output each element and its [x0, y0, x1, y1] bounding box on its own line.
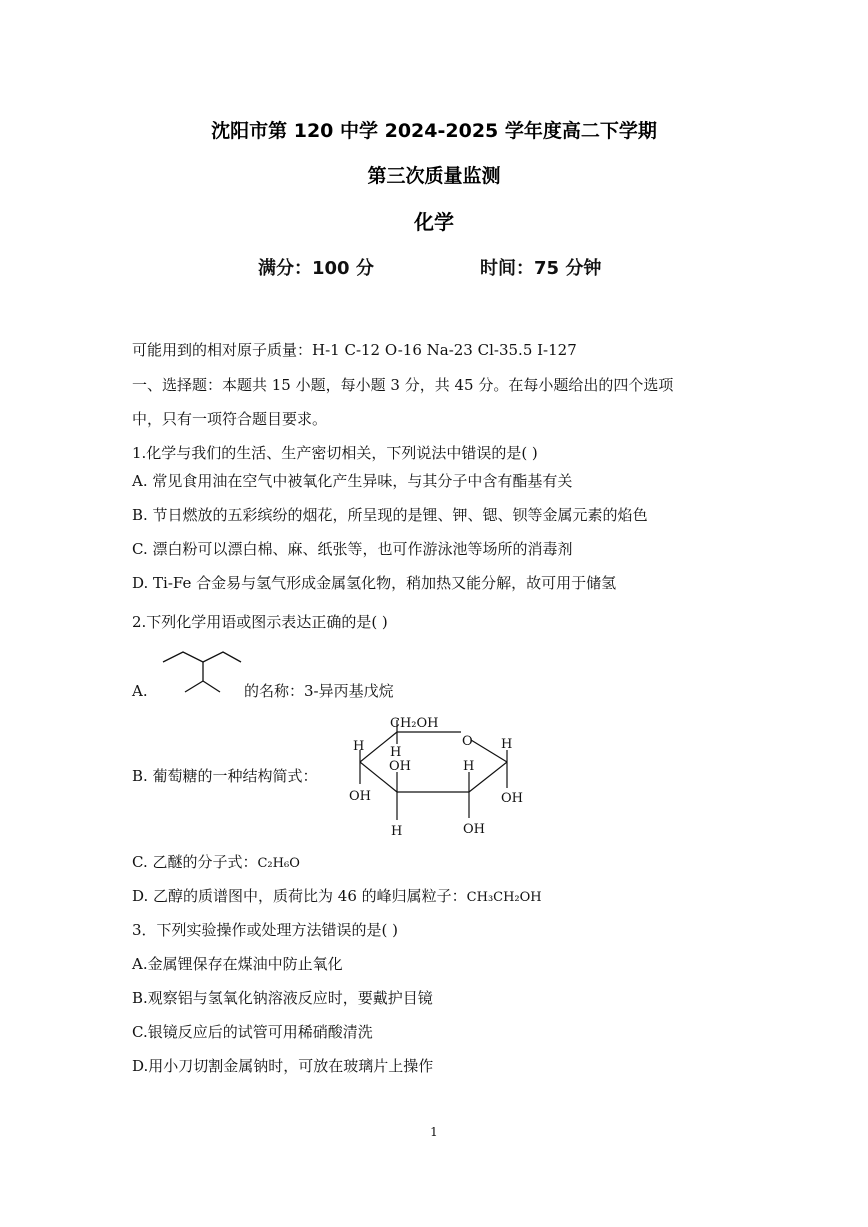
c3-h-label: H: [391, 824, 403, 839]
c2-oh-label: OH: [463, 822, 485, 837]
c4-oh-label: OH: [349, 789, 371, 804]
question-2-option-d: [132, 886, 542, 908]
c1-oh-label: OH: [501, 791, 523, 806]
option-c-text: C. 乙醚的分子式：: [132, 853, 258, 871]
atomic-masses: 可能用到的相对原子质量：H-1 C-12 O-16 Na-23 Cl-35.5 I-127: [132, 341, 577, 359]
question-1-stem: 1.化学与我们的生活、生产密切相关，下列说法中错误的是( ): [132, 444, 538, 462]
section-instructions-1: 一、选择题：本题共 15 小题，每小题 3 分，共 45 分。在每小题给出的四个选项: [132, 376, 674, 394]
c3-oh-label: OH: [389, 759, 411, 774]
question-3-option-a: A.金属锂保存在煤油中防止氧化: [132, 955, 343, 973]
question-3-option-c: C.银镜反应后的试管可用稀硝酸清洗: [132, 1023, 373, 1041]
question-2-option-a-label: A.: [132, 682, 148, 700]
page-number: 1: [430, 1125, 438, 1139]
question-1-option-c: C. 漂白粉可以漂白棉、麻、纸张等，也可作游泳池等场所的消毒剂: [132, 540, 573, 558]
ethanol-formula: CH₃CH₂OH: [466, 890, 542, 905]
subject-title: 化学: [414, 210, 454, 234]
question-3-option-d: D.用小刀切割金属钠时，可放在玻璃片上操作: [132, 1057, 434, 1075]
question-3-option-b: B.观察铝与氢氧化钠溶液反应时，要戴护目镜: [132, 989, 433, 1007]
option-d-text: D. 乙醇的质谱图中，质荷比为 46 的峰归属粒子：: [132, 887, 467, 905]
question-1-option-d: D. Ti-Fe 合金易与氢气形成金属氢化物，稍加热又能分解，故可用于储氢: [132, 574, 617, 592]
ch2oh-label: CH₂OH: [390, 716, 439, 731]
c5-h-label: H: [390, 745, 402, 760]
question-3-stem: 3．下列实验操作或处理方法错误的是( ): [132, 921, 399, 939]
skeletal-formula-diagram: [158, 645, 248, 697]
ring-oxygen-label: O: [462, 734, 473, 749]
ether-formula: C₂H₆O: [257, 856, 300, 871]
exam-time: 时间：75 分钟: [480, 258, 602, 279]
c1-h-label: H: [501, 737, 513, 752]
section-instructions-2: 中，只有一项符合题目要求。: [132, 410, 328, 428]
question-1-option-a: A. 常见食用油在空气中被氧化产生异味，与其分子中含有酯基有关: [132, 472, 573, 490]
c4-h-label: H: [353, 739, 365, 754]
question-2-option-b-text: B. 葡萄糖的一种结构简式：: [132, 767, 318, 785]
question-2-stem: 2.下列化学用语或图示表达正确的是( ): [132, 613, 388, 631]
exam-title: 沈阳市第 120 中学 2024-2025 学年度高二下学期: [211, 120, 657, 142]
question-2-option-a-text: 的名称：3-异丙基戊烷: [244, 682, 394, 700]
full-score: 满分：100 分: [258, 258, 374, 279]
question-2-option-c: [132, 852, 300, 874]
glucose-ring-diagram: [345, 710, 535, 840]
exam-subtitle: 第三次质量监测: [367, 165, 501, 187]
c2-h-label: H: [463, 759, 475, 774]
question-1-option-b: B. 节日燃放的五彩缤纷的烟花，所呈现的是锂、钾、锶、钡等金属元素的焰色: [132, 506, 648, 524]
